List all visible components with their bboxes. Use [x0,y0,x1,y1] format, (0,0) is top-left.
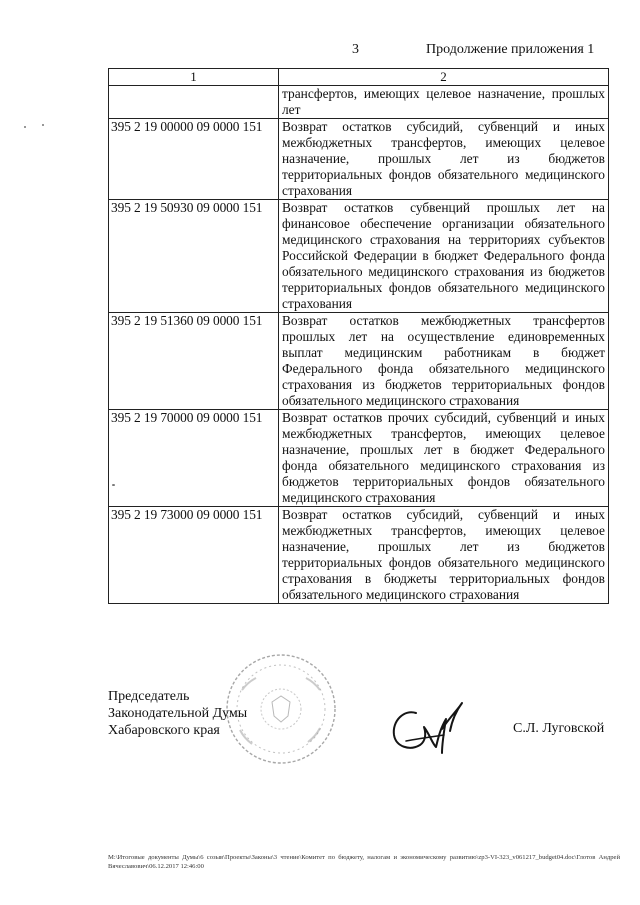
signer-title-line-1: Председатель [108,689,190,704]
budget-description: Возврат остатков межбюджетных трансфертов прошлых лет на осуществление единовременных выплат медицинским работникам в бюджет Федерального фонда обязательного медицинского страхования из бюджетов территориальных фондов обязательного медицинского страхования [279,313,609,410]
budget-codes-table [108,68,609,604]
budget-description: трансфертов, имеющих целевое назначение, прошлых лет [279,86,609,119]
file-path-footer: M:\Итоговые документы Думы\6 созыв\Проекты\Законы\3 чтение\Комитет по бюджету, налогам и экономическому развитию\zp3-VI-323_v061217_budget04.doc\Глотов Андрей Вячеславович\06.12.2017 12:46:00 [108,854,620,870]
table-row [109,119,609,200]
appendix-label: Продолжение приложения 1 [426,42,595,57]
table-row [109,200,609,313]
signer-name: С.Л. Луговской [513,721,605,736]
budget-code: 395 2 19 50930 09 0000 151 [109,200,279,313]
table-row [109,313,609,410]
scan-speck [112,484,115,486]
budget-code: 395 2 19 00000 09 0000 151 [109,119,279,200]
scan-speck [42,124,44,126]
budget-description: Возврат остатков прочих субсидий, субвенций и иных межбюджетных трансфертов, имеющих целевое назначение, прошлых лет в бюджет Федерального фонда обязательного медицинского страхования из бюджетов территориальных фондов обязательного медицинского страхования [279,410,609,507]
table-row [109,507,609,604]
page-number: 3 [352,42,359,57]
scan-speck [24,126,26,128]
signer-title-line-3: Хабаровского края [108,723,220,738]
handwritten-signature [386,695,466,770]
budget-description: Возврат остатков субвенций прошлых лет на финансовое обеспечение организации обязательного медицинского страхования на территориях субъектов Российской Федерации в бюджет Федерального фонда обязательного медицинского страхования из бюджетов территориальных фондов обязательного медицинского страхования [279,200,609,313]
column-header-2: 2 [279,69,609,86]
table-row [109,410,609,507]
budget-code [109,86,279,119]
table-row [109,86,609,119]
signer-title-line-2: Законодательной Думы [108,706,248,721]
table-header-row [109,69,609,86]
budget-code: 395 2 19 51360 09 0000 151 [109,313,279,410]
column-header-1: 1 [109,69,279,86]
budget-description: Возврат остатков субсидий, субвенций и иных межбюджетных трансфертов, имеющих целевое назначение, прошлых лет из бюджетов территориальных фондов обязательного медицинского страхования [279,119,609,200]
budget-description: Возврат остатков субсидий, субвенций и иных межбюджетных трансфертов, имеющих целевое назначение, прошлых лет из бюджетов территориальных фондов обязательного медицинского страхования в бюджеты территориальных фондов обязательного медицинского страхования [279,507,609,604]
signature-block [108,688,247,739]
budget-code: 395 2 19 70000 09 0000 151 [109,410,279,507]
budget-code: 395 2 19 73000 09 0000 151 [109,507,279,604]
